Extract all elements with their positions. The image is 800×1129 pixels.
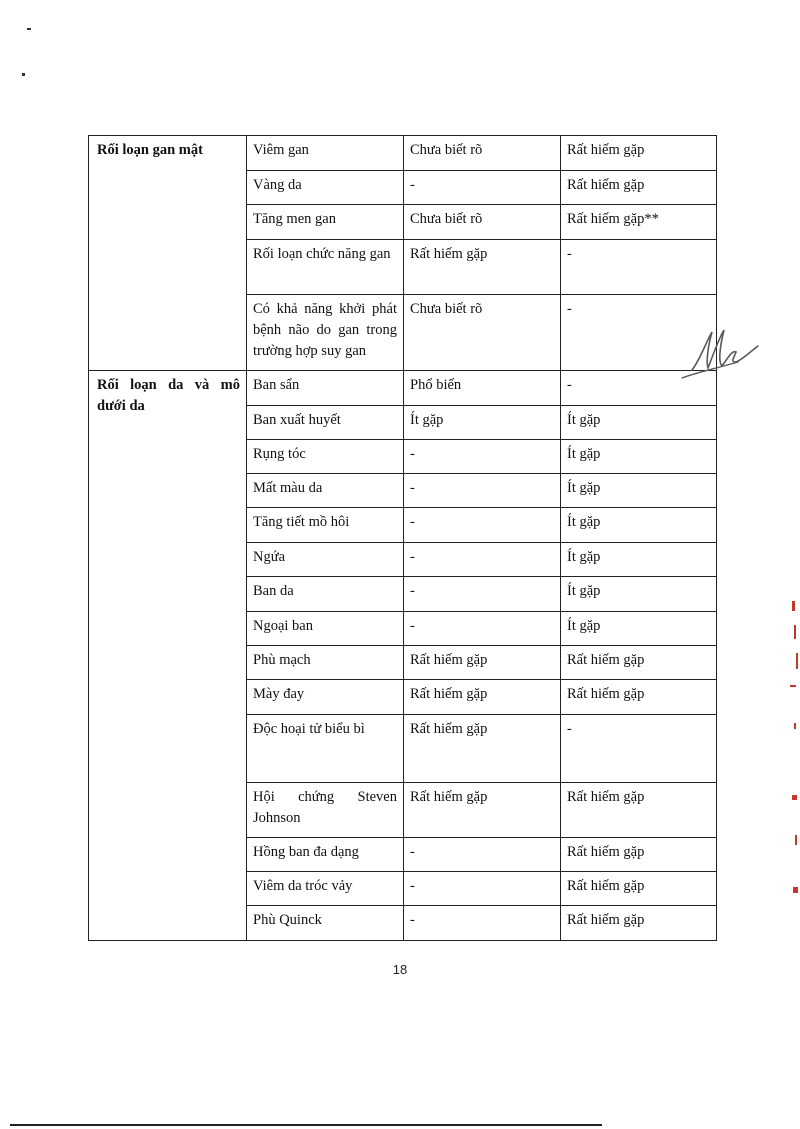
- handwritten-signature: [678, 322, 768, 382]
- adverse-reactions-table: [88, 135, 717, 941]
- frequency-cell: Ít gặp: [561, 577, 717, 612]
- organ-group-cell: Rối loạn da và mô dưới da: [89, 371, 247, 941]
- frequency-cell: Rất hiếm gặp: [404, 715, 561, 783]
- reaction-cell: Có khả năng khởi phát bệnh não do gan trong trường hợp suy gan: [247, 295, 404, 371]
- frequency-cell: Ít gặp: [561, 440, 717, 474]
- frequency-cell: -: [404, 543, 561, 577]
- reaction-cell: Ngoại ban: [247, 612, 404, 646]
- frequency-cell: -: [404, 906, 561, 941]
- frequency-cell: Chưa biết rõ: [404, 295, 561, 371]
- frequency-cell: Ít gặp: [561, 612, 717, 646]
- organ-group-cell: Rối loạn gan mật: [89, 136, 247, 371]
- frequency-cell: Rất hiếm gặp: [561, 136, 717, 171]
- reaction-cell: Tăng men gan: [247, 205, 404, 240]
- scan-speck: [27, 28, 31, 30]
- reaction-cell: Viêm da tróc vảy: [247, 872, 404, 906]
- reaction-cell: Phù Quinck: [247, 906, 404, 941]
- table-row: [89, 371, 717, 406]
- frequency-cell: -: [404, 474, 561, 508]
- frequency-cell: -: [404, 612, 561, 646]
- reaction-cell: Ban xuất huyết: [247, 406, 404, 440]
- frequency-cell: Rất hiếm gặp: [561, 680, 717, 715]
- frequency-cell: Rất hiếm gặp: [404, 646, 561, 680]
- stamp-edge-marks: [782, 595, 800, 905]
- reaction-cell: Rối loạn chức năng gan: [247, 240, 404, 295]
- scan-speck: [22, 73, 25, 76]
- reaction-cell: Ban da: [247, 577, 404, 612]
- frequency-cell: -: [404, 440, 561, 474]
- frequency-cell: Rất hiếm gặp: [561, 646, 717, 680]
- frequency-cell: -: [561, 240, 717, 295]
- frequency-cell: Rất hiếm gặp: [561, 783, 717, 838]
- reaction-cell: Ngứa: [247, 543, 404, 577]
- frequency-cell: Chưa biết rõ: [404, 205, 561, 240]
- frequency-cell: Ít gặp: [561, 474, 717, 508]
- frequency-cell: Phổ biến: [404, 371, 561, 406]
- reaction-cell: Mày đay: [247, 680, 404, 715]
- table-row: [89, 136, 717, 171]
- frequency-cell: Ít gặp: [561, 508, 717, 543]
- frequency-cell: Chưa biết rõ: [404, 136, 561, 171]
- frequency-cell: Rất hiếm gặp**: [561, 205, 717, 240]
- reaction-cell: Hội chứng Steven Johnson: [247, 783, 404, 838]
- reaction-cell: Vàng da: [247, 171, 404, 205]
- frequency-cell: Rất hiếm gặp: [561, 872, 717, 906]
- reaction-cell: Mất màu da: [247, 474, 404, 508]
- reaction-cell: Tăng tiết mồ hôi: [247, 508, 404, 543]
- frequency-cell: -: [561, 295, 717, 371]
- frequency-cell: Ít gặp: [561, 543, 717, 577]
- reaction-cell: Phù mạch: [247, 646, 404, 680]
- frequency-cell: -: [561, 371, 717, 406]
- scan-bottom-edge: [10, 1124, 602, 1126]
- reaction-cell: Viêm gan: [247, 136, 404, 171]
- frequency-cell: -: [404, 577, 561, 612]
- frequency-cell: Rất hiếm gặp: [561, 838, 717, 872]
- frequency-cell: -: [404, 872, 561, 906]
- frequency-cell: -: [404, 508, 561, 543]
- frequency-cell: Rất hiếm gặp: [561, 906, 717, 941]
- reaction-cell: Độc hoại tử biểu bì: [247, 715, 404, 783]
- page-number: 18: [392, 962, 408, 977]
- reaction-cell: Hồng ban đa dạng: [247, 838, 404, 872]
- reaction-cell: Ban sẩn: [247, 371, 404, 406]
- frequency-cell: Rất hiếm gặp: [561, 171, 717, 205]
- frequency-cell: -: [404, 171, 561, 205]
- frequency-cell: -: [404, 838, 561, 872]
- frequency-cell: Ít gặp: [404, 406, 561, 440]
- frequency-cell: Ít gặp: [561, 406, 717, 440]
- frequency-cell: Rất hiếm gặp: [404, 680, 561, 715]
- reaction-cell: Rụng tóc: [247, 440, 404, 474]
- frequency-cell: -: [561, 715, 717, 783]
- frequency-cell: Rất hiếm gặp: [404, 240, 561, 295]
- frequency-cell: Rất hiếm gặp: [404, 783, 561, 838]
